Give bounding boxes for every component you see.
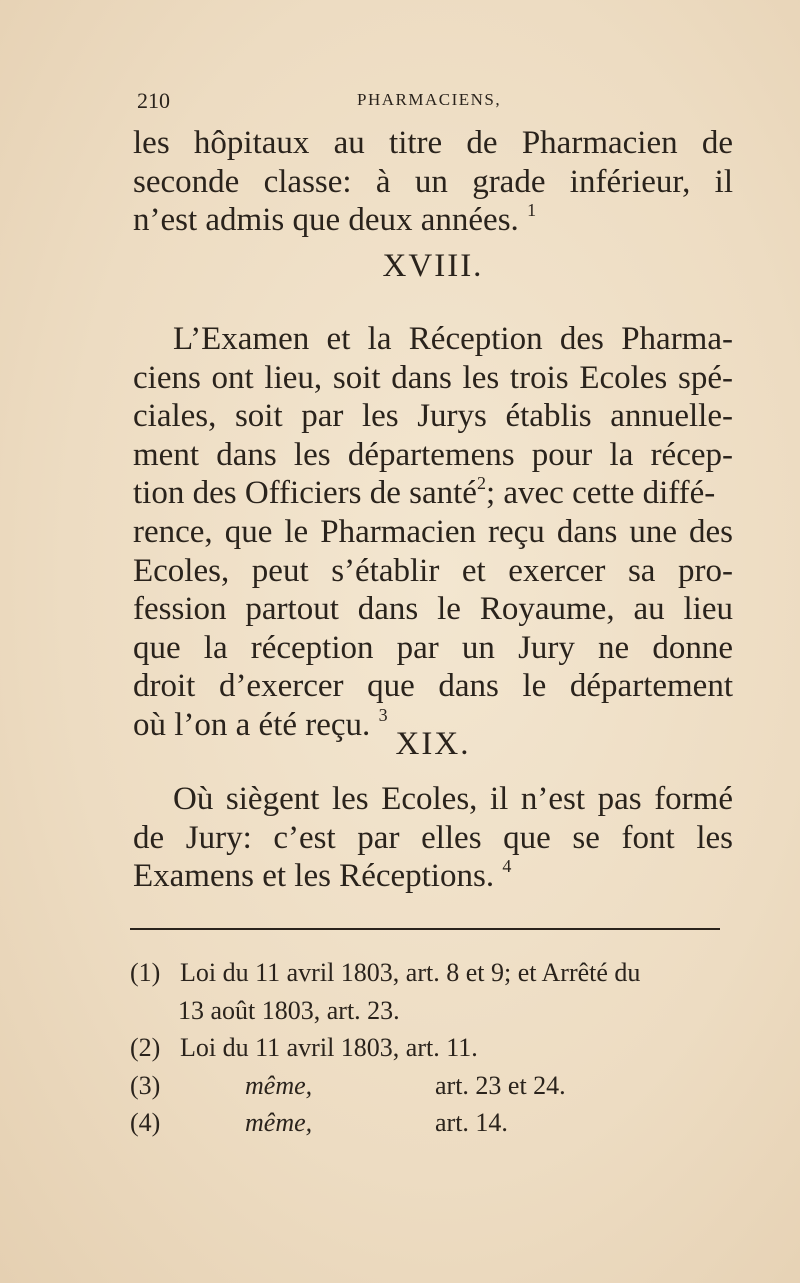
section-19-paragraph bbox=[133, 780, 733, 896]
footnote-2 bbox=[130, 1029, 730, 1067]
footnote-text: 13 août 1803, art. 23. bbox=[178, 995, 400, 1025]
text-line: Ecoles, peut s’établir et exercer sa pro- bbox=[133, 552, 733, 589]
footnote-ref: 2 bbox=[476, 473, 486, 494]
page-header bbox=[135, 88, 680, 118]
footnote-3 bbox=[130, 1067, 730, 1105]
footnote-ibid: même, bbox=[245, 1070, 313, 1100]
footnote-text: art. 23 et 24. bbox=[435, 1070, 566, 1100]
text-line: ciales, soit par les Jurys établis annuelle- bbox=[133, 398, 733, 435]
footnote-number: (2) bbox=[130, 1033, 161, 1062]
text-line: de Jury: c’est par elles que se font les bbox=[133, 819, 733, 856]
footnote-4 bbox=[130, 1104, 730, 1142]
section-heading-18: XVIII. bbox=[382, 248, 484, 284]
footnote-number: (1) bbox=[130, 958, 161, 987]
footnote-text: Loi du 11 avril 1803, art. 8 et 9; et Arrêté du bbox=[180, 958, 641, 987]
text-line: droit d’exercer que dans le département bbox=[133, 668, 733, 705]
text-line: tion des Officiers de santé$^2$; avec cette diffé- bbox=[133, 473, 716, 512]
page-number: 210 bbox=[137, 88, 170, 113]
text-line: rence, que le Pharmacien reçu dans une des bbox=[133, 513, 733, 550]
footnote-number: (3) bbox=[130, 1070, 161, 1100]
footnote-ref: 1 bbox=[527, 200, 537, 221]
text-line: seconde classe: à un grade inférieur, il bbox=[133, 163, 733, 200]
footnote-1 bbox=[130, 954, 730, 992]
footnote-ref: 3 bbox=[378, 704, 388, 725]
section-heading-19: XIX. bbox=[395, 726, 471, 762]
text-line: Où siègent les Ecoles, il n’est pas formé bbox=[173, 781, 733, 817]
text-line: L’Examen et la Réception des Pharma- bbox=[173, 321, 733, 357]
footnote-divider bbox=[130, 928, 720, 930]
text-line: que la réception par un Jury ne donne bbox=[133, 629, 733, 666]
footnote-ref: 4 bbox=[502, 856, 512, 877]
footnote-number: (4) bbox=[130, 1108, 161, 1137]
text-line: n’est admis que deux années. $^1$ bbox=[133, 200, 537, 239]
footnote-ibid: même, bbox=[245, 1108, 313, 1137]
footnote-1-continued bbox=[130, 992, 730, 1030]
intro-paragraph bbox=[133, 124, 733, 240]
text-line: les hôpitaux au titre de Pharmacien de bbox=[133, 125, 733, 161]
footnote-text: Loi du 11 avril 1803, art. 11. bbox=[180, 1033, 478, 1062]
running-title: PHARMACIENS, bbox=[357, 90, 502, 109]
footnote-text: art. 14. bbox=[435, 1108, 508, 1137]
text-line: Examens et les Réceptions. $^4$ bbox=[133, 856, 512, 895]
text-line: ment dans les départemens pour la récep- bbox=[133, 436, 733, 473]
text-line: fession partout dans le Royaume, au lieu bbox=[133, 591, 733, 628]
text-line: où l’on a été reçu. $^3$ bbox=[133, 704, 388, 743]
section-18-paragraph bbox=[133, 320, 733, 745]
text-line: ciens ont lieu, soit dans les trois Ecoles spé- bbox=[133, 359, 733, 396]
footnotes bbox=[130, 954, 730, 1142]
